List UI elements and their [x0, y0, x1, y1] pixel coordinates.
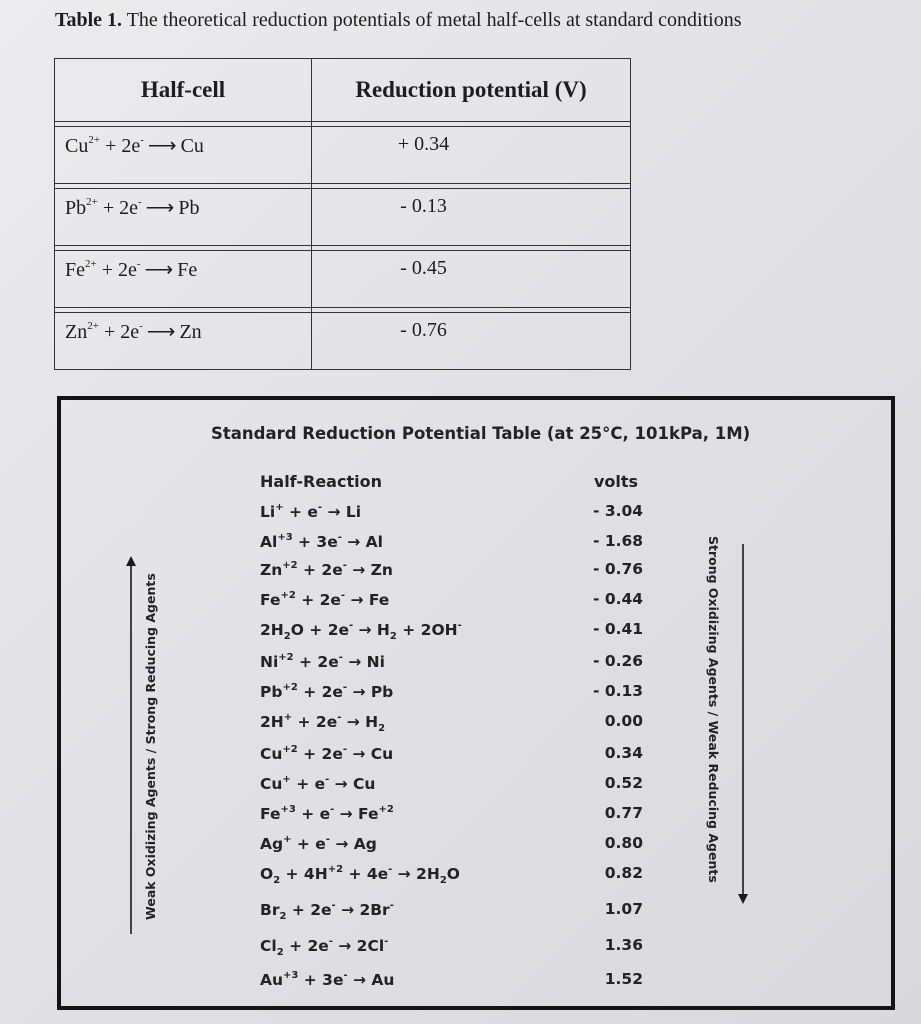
half-reaction: $2H^+ + 2e^- \to H_2$ [260, 712, 386, 734]
reaction-volts: - 0.44 [593, 590, 644, 608]
ion-charge: 2+ [86, 196, 98, 208]
ion: Fe [65, 259, 85, 281]
product: Pb [178, 197, 200, 219]
half-cell-cell [55, 313, 312, 370]
ion: Cu [65, 135, 89, 157]
half-reaction: $2H_2O + 2e^- \to H_2 + 2OH^-$ [260, 620, 462, 642]
half-reaction: $Pb^{+2} + 2e^- \to Pb$ [260, 682, 394, 701]
electrons: + 2e [97, 197, 138, 219]
half-cell-table [54, 58, 631, 370]
standard-table-title: Standard Reduction Potential Table (at 25°C, 101kPa, 1M) [211, 424, 751, 443]
half-cell-cell [55, 189, 312, 246]
electron-charge: - [140, 134, 144, 146]
half-reaction: $Ni^{+2} + 2e^- \to Ni$ [260, 652, 385, 671]
reaction-volts: - 0.13 [593, 682, 644, 700]
half-reaction: $Br_2 + 2e^- \to 2Br^-$ [260, 900, 394, 922]
product: Cu [180, 135, 204, 157]
product: Fe [177, 259, 198, 281]
table-caption [55, 9, 742, 32]
potential-cell: - 0.76 [312, 313, 631, 370]
half-reaction: $Al^{+3} + 3e^- \to Al$ [260, 532, 383, 551]
ion-charge: 2+ [88, 134, 101, 146]
reaction-volts: - 0.76 [593, 560, 644, 578]
potential-cell: - 0.45 [312, 251, 631, 308]
column-header-volts: volts [594, 472, 639, 491]
electron-charge: - [136, 258, 141, 270]
half-cell-row [55, 189, 631, 246]
potential-cell: + 0.34 [312, 127, 631, 184]
half-cell-row [55, 313, 631, 370]
up-arrow-icon [125, 556, 137, 936]
electrons: + 2e [98, 321, 140, 343]
half-reaction: $Zn^{+2} + 2e^- \to Zn$ [260, 560, 393, 579]
reaction-volts: 0.52 [604, 774, 643, 792]
column-header-half-reaction: Half-Reaction [260, 472, 382, 491]
electron-charge: - [139, 320, 143, 332]
half-cell-cell [55, 127, 312, 184]
half-reaction: $Cl_2 + 2e^- \to 2Cl^-$ [260, 936, 389, 958]
reaction-volts: 0.77 [604, 804, 643, 822]
reaction-volts: - 1.68 [593, 532, 644, 550]
ion: Zn [65, 321, 88, 343]
reaction-volts: 0.80 [604, 834, 643, 852]
reaction-volts: 1.36 [604, 936, 643, 954]
half-reaction: Cu+ + e- → Cu [260, 774, 376, 793]
standard-reduction-table [57, 396, 895, 1010]
ion-charge: 2+ [85, 258, 97, 270]
reaction-volts: - 3.04 [593, 502, 644, 520]
reaction-volts: 0.34 [604, 744, 643, 762]
half-reaction: $Cu^{+2} + 2e^- \to Cu$ [260, 744, 394, 763]
half-reaction: Ag+ + e- → Ag [260, 834, 377, 853]
reaction-arrow-icon: ⟶ [146, 321, 176, 343]
electron-charge: - [138, 196, 142, 208]
down-arrow-icon [737, 544, 749, 906]
ion-charge: 2+ [87, 320, 99, 332]
electrons: + 2e [100, 135, 141, 157]
reaction-volts: 1.07 [604, 900, 643, 918]
half-cell-row [55, 127, 631, 184]
half-reaction: $Fe^{+2} + 2e^- \to Fe$ [260, 590, 390, 609]
right-side-label-text: Strong Oxidizing Agents / Weak Reducing Agents [706, 536, 721, 883]
electrons: + 2e [96, 259, 137, 281]
half-reaction: $Au^{+3} + 3e^- \to Au$ [260, 970, 395, 989]
reaction-arrow-icon: ⟶ [145, 197, 175, 219]
half-reaction: $Fe^{+3} + e^- \to Fe^{+2}$ [260, 804, 394, 823]
reaction-volts: 1.52 [604, 970, 643, 988]
reaction-arrow-icon: ⟶ [144, 259, 174, 281]
half-reaction: $O_2 + 4H^{+2} + 4e^- \to 2H_2O$ [260, 864, 460, 886]
reaction-arrow-icon: ⟶ [147, 135, 177, 157]
potential-cell: - 0.13 [312, 189, 631, 246]
half-cell-cell [55, 251, 312, 308]
half-reaction: Li+ + e- → Li [260, 502, 362, 521]
reaction-volts: - 0.41 [593, 620, 644, 638]
caption-label: Table 1. [55, 9, 123, 31]
caption-text: The theoretical reduction potentials of metal half-cells at standard conditions [122, 9, 742, 31]
product: Zn [179, 321, 202, 343]
reaction-volts: 0.00 [604, 712, 643, 730]
ion: Pb [65, 197, 87, 219]
header-half-cell: Half-cell [55, 59, 312, 122]
reaction-volts: 0.82 [604, 864, 643, 882]
left-side-label-text: Weak Oxidizing Agents / Strong Reducing Agents [143, 573, 158, 920]
half-cell-row [55, 251, 631, 308]
reaction-volts: - 0.26 [593, 652, 644, 670]
header-reduction-potential: Reduction potential (V) [312, 59, 631, 122]
